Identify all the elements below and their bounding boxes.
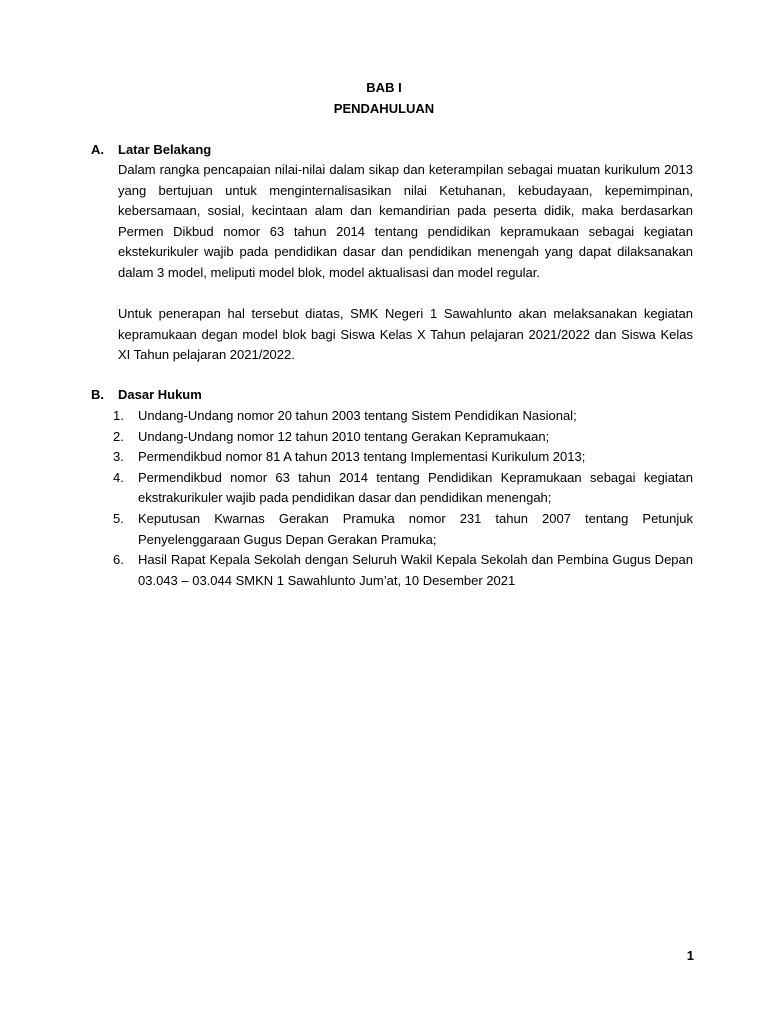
list-item <box>110 550 693 591</box>
list-item-number: 5. <box>113 510 124 526</box>
list-item <box>110 406 693 427</box>
list-item <box>110 427 693 448</box>
list-item-number: 6. <box>113 552 124 568</box>
list-item-text: Hasil Rapat Kepala Sekolah dengan Seluruh Wakil Kepala Sekolah dan Pembina Gugus Depan 03.043 – 03.044 SMKN 1 Sawahlunto Jum’at, 10 Desember 2021 <box>138 552 693 588</box>
section-heading-text: Latar Belakang <box>118 142 212 157</box>
list-item <box>110 509 693 550</box>
list-item <box>110 447 693 468</box>
paragraph-background-2: Untuk penerapan hal tersebut diatas, SMK Negeri 1 Sawahlunto akan melaksanakan kegiatan kepramukaan degan model blok bagi Siswa Kelas X Tahun pelajaran 2021/2022 dan Siswa Kelas XI Tahun pelajaran 2021/2022. <box>118 306 693 363</box>
chapter-title: PENDAHULUAN <box>333 101 435 116</box>
section-heading-latar-belakang <box>91 140 211 160</box>
paragraph-background-1: Dalam rangka pencapaian nilai-nilai dalam sikap dan keterampilan sebagai muatan kurikulum 2013 yang bertujuan untuk menginternalisasikan nilai Ketuhanan, kebudayaan, kepemimpinan, kebersamaan, sosial, kecintaan alam dan kemandirian pada peserta didik, maka berdasarkan Permen Dikbud nomor 63 tahun 2014 tentang pendidikan kepramukaan sebagai kegiatan ekstekurikuler wajib pada pendidikan dasar dan pendidikan menengah yang dapat dilaksanakan dalam 3 model, meliputi model blok, model aktualisasi dan model regular. <box>118 162 693 280</box>
page-number: 1 <box>686 948 694 963</box>
section-heading-dasar-hukum <box>91 385 202 405</box>
list-item-text: Undang-Undang nomor 12 tahun 2010 tentang Gerakan Kepramukaan; <box>138 428 550 444</box>
chapter-number: BAB I <box>366 80 402 95</box>
section-heading-text: Dasar Hukum <box>118 387 202 402</box>
list-item <box>110 468 693 509</box>
list-item-text: Undang-Undang nomor 20 tahun 2003 tentang Sistem Pendidikan Nasional; <box>138 408 577 423</box>
list-item-text: Keputusan Kwarnas Gerakan Pramuka nomor 231 tahun 2007 tentang Petunjuk Penyelenggaraan Gugus Depan Gerakan Pramuka; <box>138 510 693 547</box>
list-item-number: 1. <box>113 408 124 423</box>
list-item-number: 4. <box>113 469 124 485</box>
legal-basis-list <box>110 406 693 591</box>
list-item-text: Permendikbud nomor 81 A tahun 2013 tentang Implementasi Kurikulum 2013; <box>138 449 586 465</box>
section-letter: B. <box>91 387 104 402</box>
list-item-text: Permendikbud nomor 63 tahun 2014 tentang Pendidikan Kepramukaan sebagai kegiatan ekstrakurikuler wajib pada pendidikan dasar dan pendidikan menengah; <box>138 469 693 506</box>
list-item-number: 3. <box>113 449 124 465</box>
section-letter: A. <box>91 142 104 157</box>
list-item-number: 2. <box>113 428 124 444</box>
